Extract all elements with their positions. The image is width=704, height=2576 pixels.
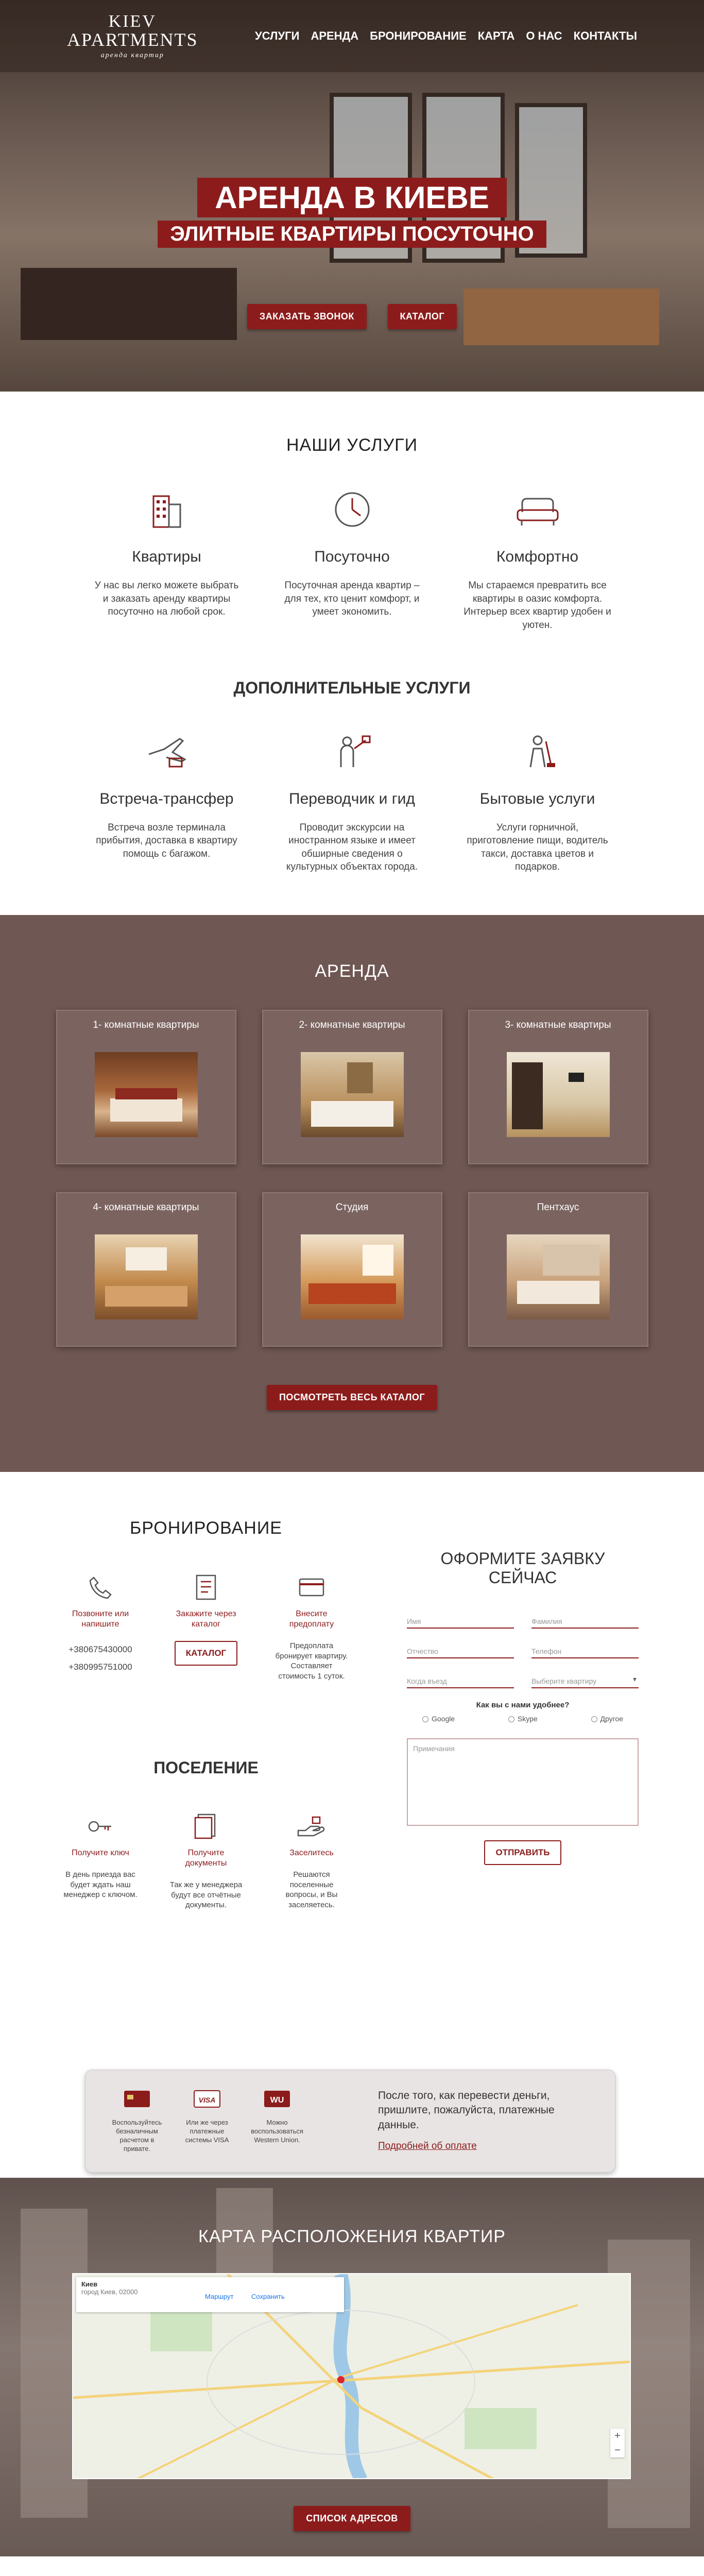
- form-title: ОФОРМИТЕ ЗАЯВКУ СЕЙЧАС: [440, 1549, 605, 1587]
- apartment-card[interactable]: Пентхаус: [468, 1192, 648, 1347]
- apartment-card[interactable]: 1- комнатные квартиры: [56, 1010, 236, 1164]
- settle-step: Заселитесь Решаются поселенные вопросы, и Вы заселяетесь.: [273, 1809, 350, 1910]
- booking-form: [407, 1549, 639, 1865]
- main-menu: [255, 29, 637, 43]
- booking-steps: [62, 1518, 350, 1910]
- apartment-photo: [507, 1052, 610, 1137]
- extra-service-item: Встреча-трансфер Встреча возле терминала прибытия, доставка в квартиру помощь с багажом.: [92, 728, 242, 874]
- svg-text:WU: WU: [270, 2096, 284, 2105]
- hand-icon: [273, 1809, 350, 1843]
- rent-section: [0, 915, 704, 1472]
- hero-section: [0, 0, 704, 392]
- zoom-control[interactable]: + −: [610, 2429, 625, 2458]
- wu-icon: [246, 2083, 308, 2114]
- nav-booking[interactable]: БРОНИРОВАНИЕ: [370, 29, 467, 42]
- settle-step: Получите документы Так же у менеджера будут все отчётные документы.: [167, 1809, 245, 1910]
- payment-method: Воспользуйтесь безналичным расчетом в привате.: [106, 2083, 168, 2159]
- extra-service-item: Бытовые услуги Услуги горничной, приготовление пищи, водитель такси, доставка цветов и подарков.: [463, 728, 612, 874]
- map-info-card: Киев город Киев, 02000 Маршрут Сохранить: [76, 2277, 344, 2312]
- phone-number[interactable]: +380675430000: [68, 1645, 132, 1655]
- phone-icon: [62, 1570, 139, 1604]
- rent-title: АРЕНДА: [315, 961, 389, 981]
- cleaning-icon: [514, 728, 561, 775]
- payment-text: После того, как перевести деньги, пришлите, пожалуйста, платежные данные.: [378, 2090, 555, 2131]
- apartment-card[interactable]: 2- комнатные квартиры: [262, 1010, 442, 1164]
- service-item: Комфортно Мы стараемся превратить все квартиры в оазис комфорта. Интерьер всех квартир удобен и уютен.: [463, 486, 612, 632]
- hero-headline: [0, 178, 704, 248]
- contact-option[interactable]: Другое: [591, 1715, 623, 1723]
- key-icon: [62, 1809, 139, 1843]
- map-title: КАРТА РАСПОЛОЖЕНИЯ КВАРТИР: [198, 2227, 506, 2247]
- send-button[interactable]: ОТПРАВИТЬ: [484, 1840, 561, 1865]
- directions-link[interactable]: Маршрут: [205, 2293, 234, 2301]
- apartment-photo: [301, 1234, 404, 1319]
- top-nav: [0, 0, 704, 72]
- contact-options: [407, 1715, 639, 1723]
- visa-icon: [176, 2083, 238, 2114]
- nav-rent[interactable]: АРЕНДА: [311, 29, 359, 42]
- first-name-field[interactable]: Имя: [407, 1608, 514, 1629]
- contact-question: Как вы с нами удобнее?: [476, 1701, 570, 1710]
- hero-title: АРЕНДА В КИЕВЕ: [197, 178, 507, 217]
- order-call-button[interactable]: ЗАКАЗАТЬ ЗВОНОК: [247, 304, 367, 329]
- apartment-card[interactable]: Студия: [262, 1192, 442, 1347]
- services-title: НАШИ УСЛУГИ: [286, 435, 418, 455]
- extra-services-row: [0, 728, 704, 874]
- booking-title: БРОНИРОВАНИЕ: [130, 1518, 282, 1538]
- nav-map[interactable]: КАРТА: [477, 29, 515, 42]
- address-list-button[interactable]: СПИСОК АДРЕСОВ: [294, 2506, 410, 2531]
- notes-textarea[interactable]: Примечания: [407, 1738, 639, 1826]
- service-item: Посуточно Посуточная аренда квартир – для тех, кто ценит комфорт, и умеет экономить.: [278, 486, 427, 632]
- rent-grid: [0, 1010, 704, 1347]
- building-icon: [144, 486, 190, 533]
- transfer-icon: [144, 728, 190, 775]
- catalog-icon: [167, 1570, 245, 1604]
- services-section: [0, 392, 704, 915]
- middle-name-field[interactable]: Отчество: [407, 1638, 514, 1658]
- nav-about[interactable]: О НАС: [526, 29, 562, 42]
- payment-method: WU Можно воспользоваться Western Union.: [246, 2083, 308, 2159]
- phone-field[interactable]: Телефон: [531, 1638, 639, 1658]
- apartment-photo: [95, 1234, 198, 1319]
- booking-catalog-button[interactable]: КАТАЛОГ: [175, 1641, 237, 1666]
- booking-section: [0, 1472, 704, 2178]
- about-section: [0, 2556, 704, 2576]
- contact-option[interactable]: Skype: [508, 1715, 538, 1723]
- phone-number[interactable]: +380995751000: [68, 1662, 132, 1672]
- apartment-card[interactable]: 3- комнатные квартиры: [468, 1010, 648, 1164]
- contact-option[interactable]: Google: [422, 1715, 455, 1723]
- logo[interactable]: KIEV APARTMENTS аренда квартир: [67, 12, 198, 59]
- extra-service-item: Переводчик и гид Проводит экскурсии на иностранном языке и имеет обширные сведения о культурных объектах города.: [278, 728, 427, 874]
- docs-icon: [167, 1809, 245, 1843]
- apartment-card[interactable]: 4- комнатные квартиры: [56, 1192, 236, 1347]
- hero-cta: [0, 304, 704, 329]
- apartment-photo: [95, 1052, 198, 1137]
- extra-services-title: ДОПОЛНИТЕЛЬНЫЕ УСЛУГИ: [233, 678, 471, 697]
- payment-box: [85, 2070, 615, 2173]
- payment-method: VISA Или же через платежные системы VISA: [176, 2083, 238, 2159]
- clock-icon: [329, 486, 375, 533]
- payment-details-link[interactable]: Подробней об оплате: [378, 2141, 477, 2152]
- arrival-date-field[interactable]: Когда въезд: [407, 1668, 514, 1688]
- card-icon: [106, 2083, 168, 2114]
- settle-step: Получите ключ В день приезда вас будет ждать наш менеджер с ключом.: [62, 1809, 139, 1910]
- payment-icon: [273, 1570, 350, 1604]
- guide-icon: [329, 728, 375, 775]
- settle-title: ПОСЕЛЕНИЕ: [153, 1758, 259, 1777]
- svg-text:VISA: VISA: [198, 2096, 216, 2105]
- nav-contacts[interactable]: КОНТАКТЫ: [573, 29, 637, 42]
- apartment-photo: [507, 1234, 610, 1319]
- hero-subtitle: ЭЛИТНЫЕ КВАРТИРЫ ПОСУТОЧНО: [158, 221, 546, 248]
- google-map[interactable]: [72, 2273, 631, 2479]
- service-item: Квартиры У нас вы легко можете выбрать и заказать аренду квартиры посуточно на любой срок.: [92, 486, 242, 632]
- catalog-button[interactable]: КАТАЛОГ: [388, 304, 457, 329]
- nav-services[interactable]: УСЛУГИ: [255, 29, 300, 42]
- map-section: [0, 2178, 704, 2556]
- apartment-select[interactable]: Выберите квартиру ▾: [531, 1668, 639, 1688]
- booking-step: Внесите предоплату Предоплата бронирует квартиру. Составляет стоимость 1 суток.: [273, 1570, 350, 1681]
- last-name-field[interactable]: Фамилия: [531, 1608, 639, 1629]
- sofa-icon: [514, 486, 561, 533]
- apartment-photo: [301, 1052, 404, 1137]
- booking-step: Закажите через каталог КАТАЛОГ: [167, 1570, 245, 1681]
- booking-step: Позвоните или напишите +380675430000 +380995751000: [62, 1570, 139, 1681]
- view-catalog-button[interactable]: ПОСМОТРЕТЬ ВЕСЬ КАТАЛОГ: [267, 1385, 437, 1410]
- services-row: [0, 486, 704, 632]
- save-link[interactable]: Сохранить: [251, 2293, 285, 2301]
